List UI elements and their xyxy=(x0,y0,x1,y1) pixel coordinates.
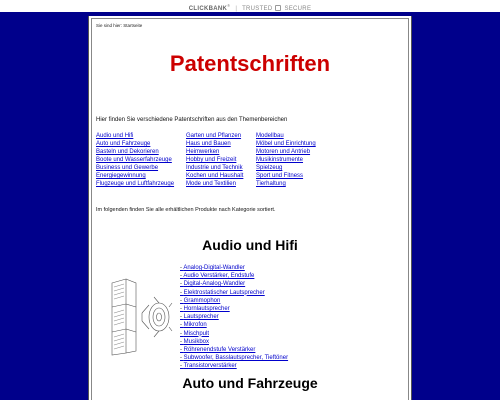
lock-icon xyxy=(275,5,281,11)
product-link-label: Grammophon xyxy=(183,297,221,304)
registered-mark: ® xyxy=(227,3,231,8)
breadcrumb: Sie sind hier: Startseite xyxy=(96,23,143,28)
trusted-label: TRUSTED xyxy=(242,6,273,12)
product-link[interactable] xyxy=(180,346,288,354)
product-link-label: Hornlautsprecher xyxy=(183,306,230,313)
category-link[interactable]: Basteln und Dekorieren xyxy=(96,149,159,155)
category-column-1 xyxy=(96,132,174,188)
list-dash: - xyxy=(180,330,184,337)
audio-product-list xyxy=(180,264,288,371)
category-link[interactable]: Modellbau xyxy=(256,133,284,139)
category-link[interactable]: Boote und Wasserfahrzeuge xyxy=(96,157,172,163)
content-panel xyxy=(88,16,412,400)
product-link-label: Analog-Digital-Wandler xyxy=(183,265,245,271)
product-link-label: Mikrofon xyxy=(183,322,207,329)
category-link[interactable]: Haus und Bauen xyxy=(186,141,231,147)
product-link[interactable] xyxy=(180,338,288,346)
category-link[interactable]: Motoren und Antrieb xyxy=(256,149,311,155)
list-dash: - xyxy=(180,306,184,313)
page-title: Patentschriften xyxy=(169,51,331,76)
category-link[interactable]: Musikinstrumente xyxy=(256,157,304,163)
product-link[interactable] xyxy=(180,264,288,272)
product-link-label: Transistorverstärker xyxy=(183,363,237,370)
list-dash: - xyxy=(180,281,184,288)
category-link[interactable]: Flugzeuge und Luftfahrzeuge xyxy=(96,181,175,187)
list-dash: - xyxy=(180,338,184,345)
product-link[interactable] xyxy=(180,321,288,329)
secure-label: SECURE xyxy=(284,6,312,12)
product-link-label: Subwoofer, Basslautsprecher, Tieftöner xyxy=(183,355,289,362)
clickbank-logo: CLICKBANK xyxy=(188,6,228,12)
category-link[interactable]: Business und Gewerbe xyxy=(96,165,159,171)
product-link-label: Elektrostatischer Lautsprecher xyxy=(183,289,265,296)
list-dash: - xyxy=(180,347,184,354)
product-link[interactable] xyxy=(180,280,288,288)
product-link[interactable] xyxy=(180,313,288,321)
product-link-label: Audio Verstärker, Endstufe xyxy=(183,273,255,280)
list-dash: - xyxy=(180,265,184,271)
product-link[interactable] xyxy=(180,272,288,280)
list-dash: - xyxy=(180,363,184,370)
content-frame xyxy=(91,18,409,400)
section-title-auto: Auto und Fahrzeuge xyxy=(182,375,318,391)
product-link-label: Musikbox xyxy=(183,338,210,345)
category-link[interactable]: Mode und Textilien xyxy=(186,181,236,187)
trust-separator: | xyxy=(235,6,238,12)
category-link[interactable]: Spielzeug xyxy=(256,165,283,171)
list-dash: - xyxy=(180,322,184,329)
intro-text: Hier finden Sie verschiedene Patentschriften aus den Themenbereichen xyxy=(96,117,288,123)
category-link[interactable]: Garten und Pflanzen xyxy=(186,133,242,139)
list-dash: - xyxy=(180,273,184,280)
product-link[interactable] xyxy=(180,362,288,370)
list-dash: - xyxy=(180,355,184,362)
category-link[interactable]: Heimwerken xyxy=(186,149,220,155)
category-link[interactable]: Energiegewinnung xyxy=(96,173,146,179)
clickbank-trust-bar xyxy=(0,0,500,12)
category-column-3 xyxy=(256,132,316,188)
category-column-2 xyxy=(186,132,243,188)
product-link-label: Lautsprecher xyxy=(183,314,219,321)
product-link[interactable] xyxy=(180,354,288,362)
list-dash: - xyxy=(180,314,184,321)
sorted-text: Im folgenden finden Sie alle erhältlichen Produkte nach Kategorie sortiert. xyxy=(96,207,276,213)
list-dash: - xyxy=(180,297,184,304)
category-link[interactable]: Tierhaltung xyxy=(256,181,286,187)
product-link-label: Digital-Analog-Wandler xyxy=(183,281,246,288)
product-link[interactable] xyxy=(180,305,288,313)
product-link-label: Mischpult xyxy=(183,330,210,337)
product-link-label: Röhrenendstufe Verstärker xyxy=(183,347,256,354)
category-link[interactable]: Sport und Fitness xyxy=(256,173,304,179)
category-link[interactable]: Kochen und Haushalt xyxy=(186,173,244,179)
category-link[interactable]: Industrie und Technik xyxy=(186,165,243,171)
list-dash: - xyxy=(180,289,184,296)
product-link[interactable] xyxy=(180,289,288,297)
category-link[interactable]: Auto und Fahrzeuge xyxy=(96,141,151,147)
category-link[interactable]: Möbel und Einrichtung xyxy=(256,141,316,147)
category-link[interactable]: Audio und Hifi xyxy=(96,133,134,139)
speaker-illustration xyxy=(104,277,174,357)
section-title-audio: Audio und Hifi xyxy=(202,237,298,253)
product-link[interactable] xyxy=(180,330,288,338)
category-link[interactable]: Hobby und Freizeit xyxy=(186,157,237,163)
product-link[interactable] xyxy=(180,297,288,305)
